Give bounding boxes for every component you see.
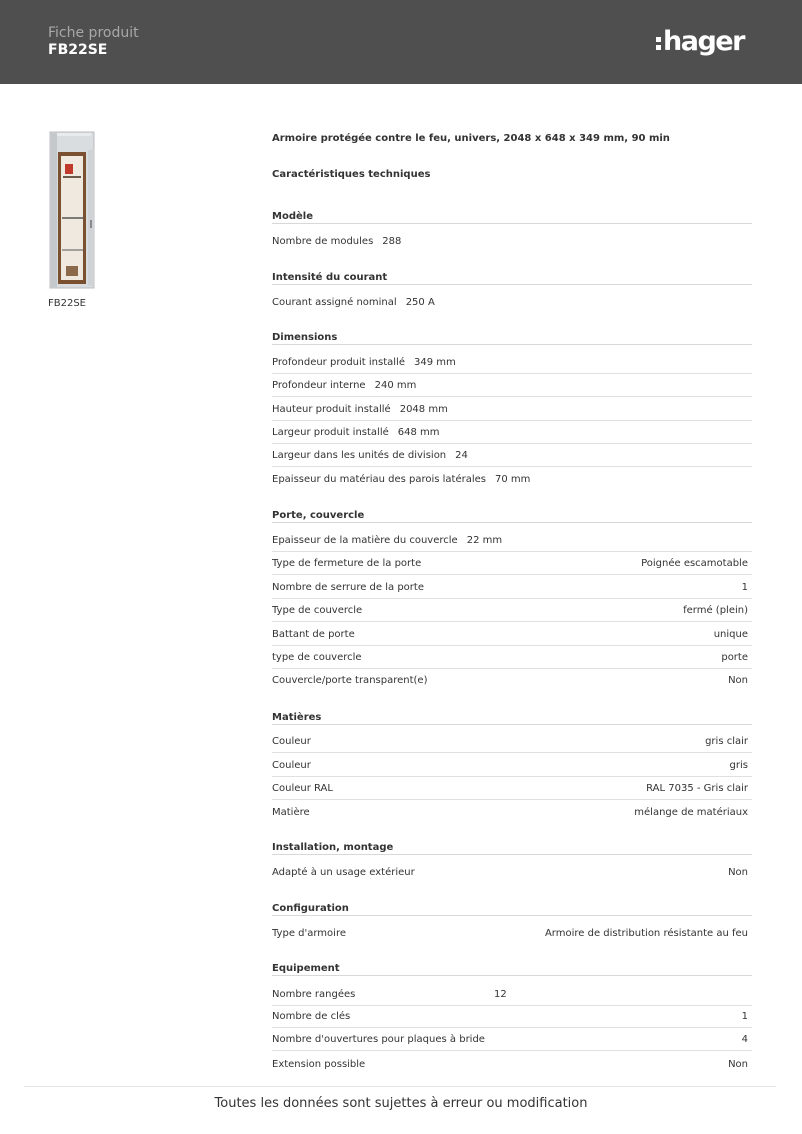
spec-label: Adapté à un usage extérieur <box>272 867 415 878</box>
spec-value: mélange de matériaux <box>634 807 748 818</box>
spec-value: 288 <box>382 236 402 247</box>
spec-row <box>272 983 752 1006</box>
spec-label: Couvercle/porte transparent(e) <box>272 675 428 686</box>
spec-value: 22 mm <box>466 534 503 546</box>
spec-value: Non <box>728 867 748 878</box>
spec-heading: Caractéristiques techniques <box>272 169 431 180</box>
spec-row <box>272 730 752 753</box>
header-subtitle: Fiche produit <box>48 25 139 41</box>
spec-value: porte <box>721 651 748 663</box>
spec-label: Couleur RAL <box>272 782 333 794</box>
spec-value: Non <box>728 1059 748 1070</box>
spec-value: 1 <box>741 581 748 593</box>
spec-label: Matière <box>272 807 310 818</box>
spec-label: Nombre de modules <box>272 236 374 247</box>
section-title-installation: Installation, montage <box>272 837 752 855</box>
spec-row <box>272 444 752 467</box>
spec-value: Poignée escamotable <box>641 557 748 569</box>
section-title-configuration: Configuration <box>272 898 752 916</box>
spec-row <box>272 754 752 777</box>
spec-value: 70 mm <box>495 474 531 485</box>
spec-row <box>272 1005 752 1028</box>
spec-label: type de couvercle <box>272 651 362 663</box>
spec-row <box>272 421 752 444</box>
product-image-caption: FB22SE <box>48 298 87 309</box>
section-title-intensite: Intensité du courant <box>272 267 752 285</box>
spec-row <box>272 529 752 552</box>
spec-value: 648 mm <box>397 426 440 438</box>
hager-logo <box>656 24 744 58</box>
spec-row <box>272 599 752 622</box>
section-title-porte: Porte, couvercle <box>272 505 752 523</box>
spec-label: Epaisseur de la matière du couvercle <box>272 534 458 546</box>
spec-row <box>272 468 752 491</box>
logo-dots-icon <box>656 37 661 50</box>
spec-label: Couleur <box>272 759 311 771</box>
spec-row <box>272 777 752 800</box>
spec-label: Nombre rangées <box>272 988 356 1000</box>
spec-label: Courant assigné nominal <box>272 297 397 308</box>
spec-value: 349 mm <box>413 356 456 368</box>
spec-label: Nombre d'ouvertures pour plaques à bride <box>272 1033 485 1045</box>
spec-label: Couleur <box>272 735 311 747</box>
spec-label: Epaisseur du matériau des parois latérales <box>272 474 487 485</box>
spec-row <box>272 1028 752 1051</box>
spec-value: 24 <box>455 449 468 461</box>
spec-row <box>272 1053 752 1076</box>
spec-row <box>272 552 752 575</box>
spec-label: Nombre de clés <box>272 1010 351 1022</box>
spec-row <box>272 576 752 599</box>
spec-value: 2048 mm <box>399 403 448 415</box>
section-title-equipement: Equipement <box>272 958 752 976</box>
spec-label: Extension possible <box>272 1059 366 1070</box>
spec-label: Largeur dans les unités de division <box>272 449 447 461</box>
spec-value: fermé (plein) <box>683 604 748 616</box>
spec-row <box>272 291 752 314</box>
spec-row <box>272 230 752 253</box>
spec-value: Non <box>728 675 748 686</box>
spec-value: 1 <box>741 1010 748 1022</box>
spec-value: 250 A <box>405 297 435 308</box>
spec-value: Armoire de distribution résistante au feu <box>544 928 748 939</box>
header-product-code: FB22SE <box>48 42 108 58</box>
spec-label: Largeur produit installé <box>272 426 389 438</box>
page-header <box>0 0 802 84</box>
logo-text: hager <box>663 25 744 57</box>
product-image <box>48 130 96 290</box>
spec-label: Hauteur produit installé <box>272 403 391 415</box>
spec-value: 12 <box>494 988 507 1000</box>
spec-value: 4 <box>741 1033 748 1045</box>
spec-row <box>272 351 752 374</box>
spec-value: gris clair <box>705 735 748 747</box>
footer-disclaimer: Toutes les données sont sujettes à erreur ou modification <box>214 1096 588 1111</box>
spec-value: gris <box>729 759 748 771</box>
spec-row <box>272 801 752 824</box>
spec-row <box>272 669 752 692</box>
spec-label: Battant de porte <box>272 628 355 640</box>
spec-row <box>272 861 752 884</box>
spec-label: Profondeur interne <box>272 379 366 391</box>
spec-label: Type d'armoire <box>272 928 346 939</box>
spec-label: Nombre de serrure de la porte <box>272 581 424 593</box>
spec-row <box>272 374 752 397</box>
section-title-modele: Modèle <box>272 206 752 224</box>
spec-value: RAL 7035 - Gris clair <box>646 782 748 794</box>
footer-divider <box>24 1086 776 1087</box>
section-title-matieres: Matières <box>272 707 752 725</box>
spec-label: Profondeur produit installé <box>272 356 405 368</box>
spec-value: unique <box>713 628 748 640</box>
spec-label: Type de fermeture de la porte <box>272 557 422 569</box>
spec-label: Type de couvercle <box>272 604 363 616</box>
section-title-dimensions: Dimensions <box>272 327 752 345</box>
spec-value: 240 mm <box>374 379 417 391</box>
spec-row <box>272 398 752 421</box>
spec-row <box>272 646 752 669</box>
product-title: Armoire protégée contre le feu, univers, 2048 x 648 x 349 mm, 90 min <box>272 133 670 144</box>
spec-row <box>272 623 752 646</box>
spec-row <box>272 922 752 945</box>
